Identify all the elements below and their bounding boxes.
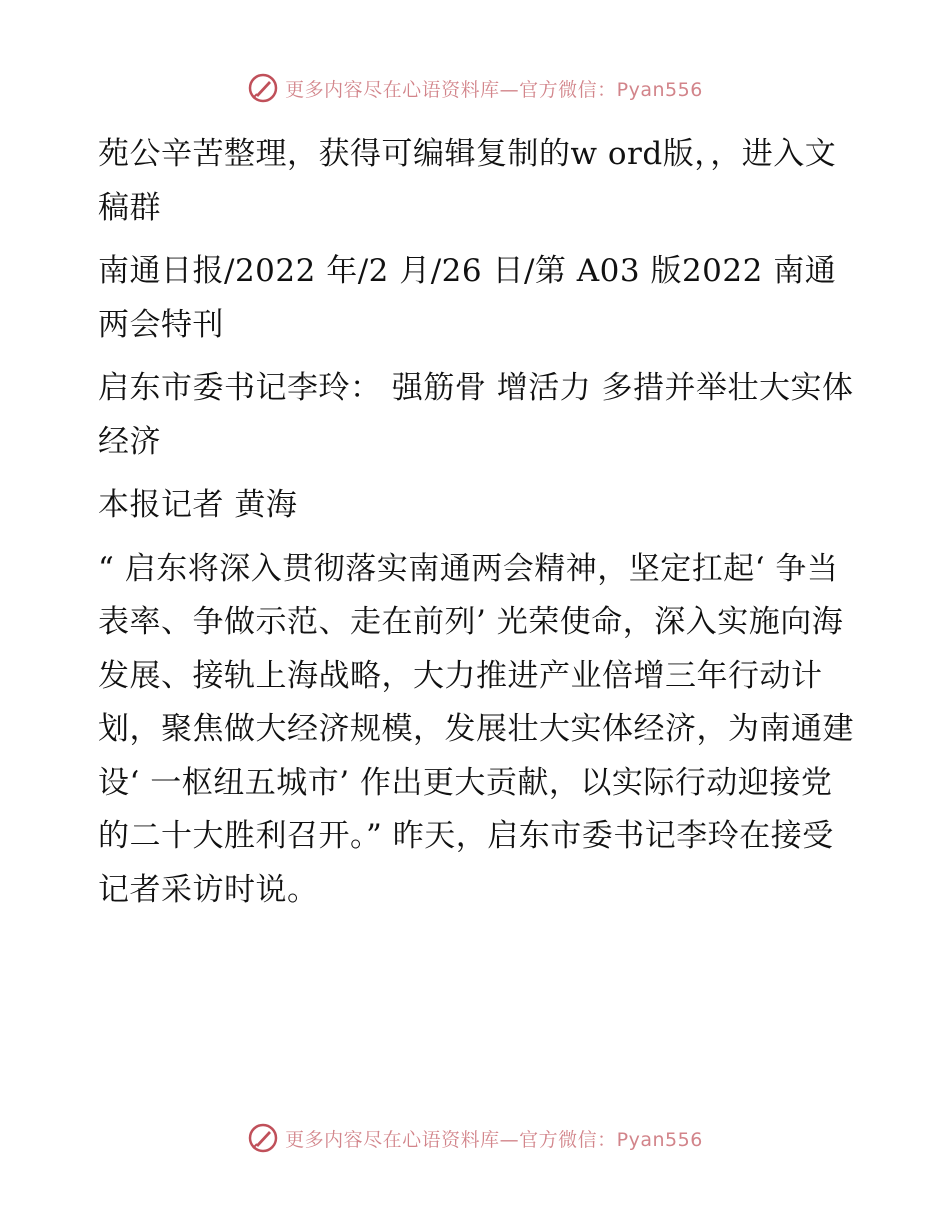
body-paragraph: “ 启东将深入贯彻落实南通两会精神，坚定扛起‘ 争当表率、争做示范、走在前列’ 光荣使命，深入实施向海发展、接轨上海战略，大力推进产业倍增三年行动计划，聚焦做大经济规模，发展壮大实体经济，为南通建设‘ 一枢纽五城市’ 作出更大贡献，以实际行动迎接党的二十大胜利召开。” 昨天，启东市委书记李玲在接受记者采访时说。 [98,550,854,908]
header-watermark [0,72,950,104]
article-title: 启东市委书记李玲： 强筋骨 增活力 多措并举壮大实体经济 [98,370,854,460]
intro-paragraph: 苑公辛苦整理，获得可编辑复制的w ord版，，进入文稿群 [98,136,837,226]
watermark-text: 更多内容尽在心语资料库—官方微信：Pyan556 [285,1128,703,1151]
quill-logo-icon [247,72,279,104]
footer-watermark [0,1122,950,1154]
watermark-text: 更多内容尽在心语资料库—官方微信：Pyan556 [285,78,703,101]
quill-logo-icon [247,1122,279,1154]
byline: 本报记者 黄海 [98,487,298,523]
source-line: 南通日报/2022 年/2 月/26 日/第 A03 版2022 南通两会特刊 [98,253,837,343]
document-body [98,128,858,927]
